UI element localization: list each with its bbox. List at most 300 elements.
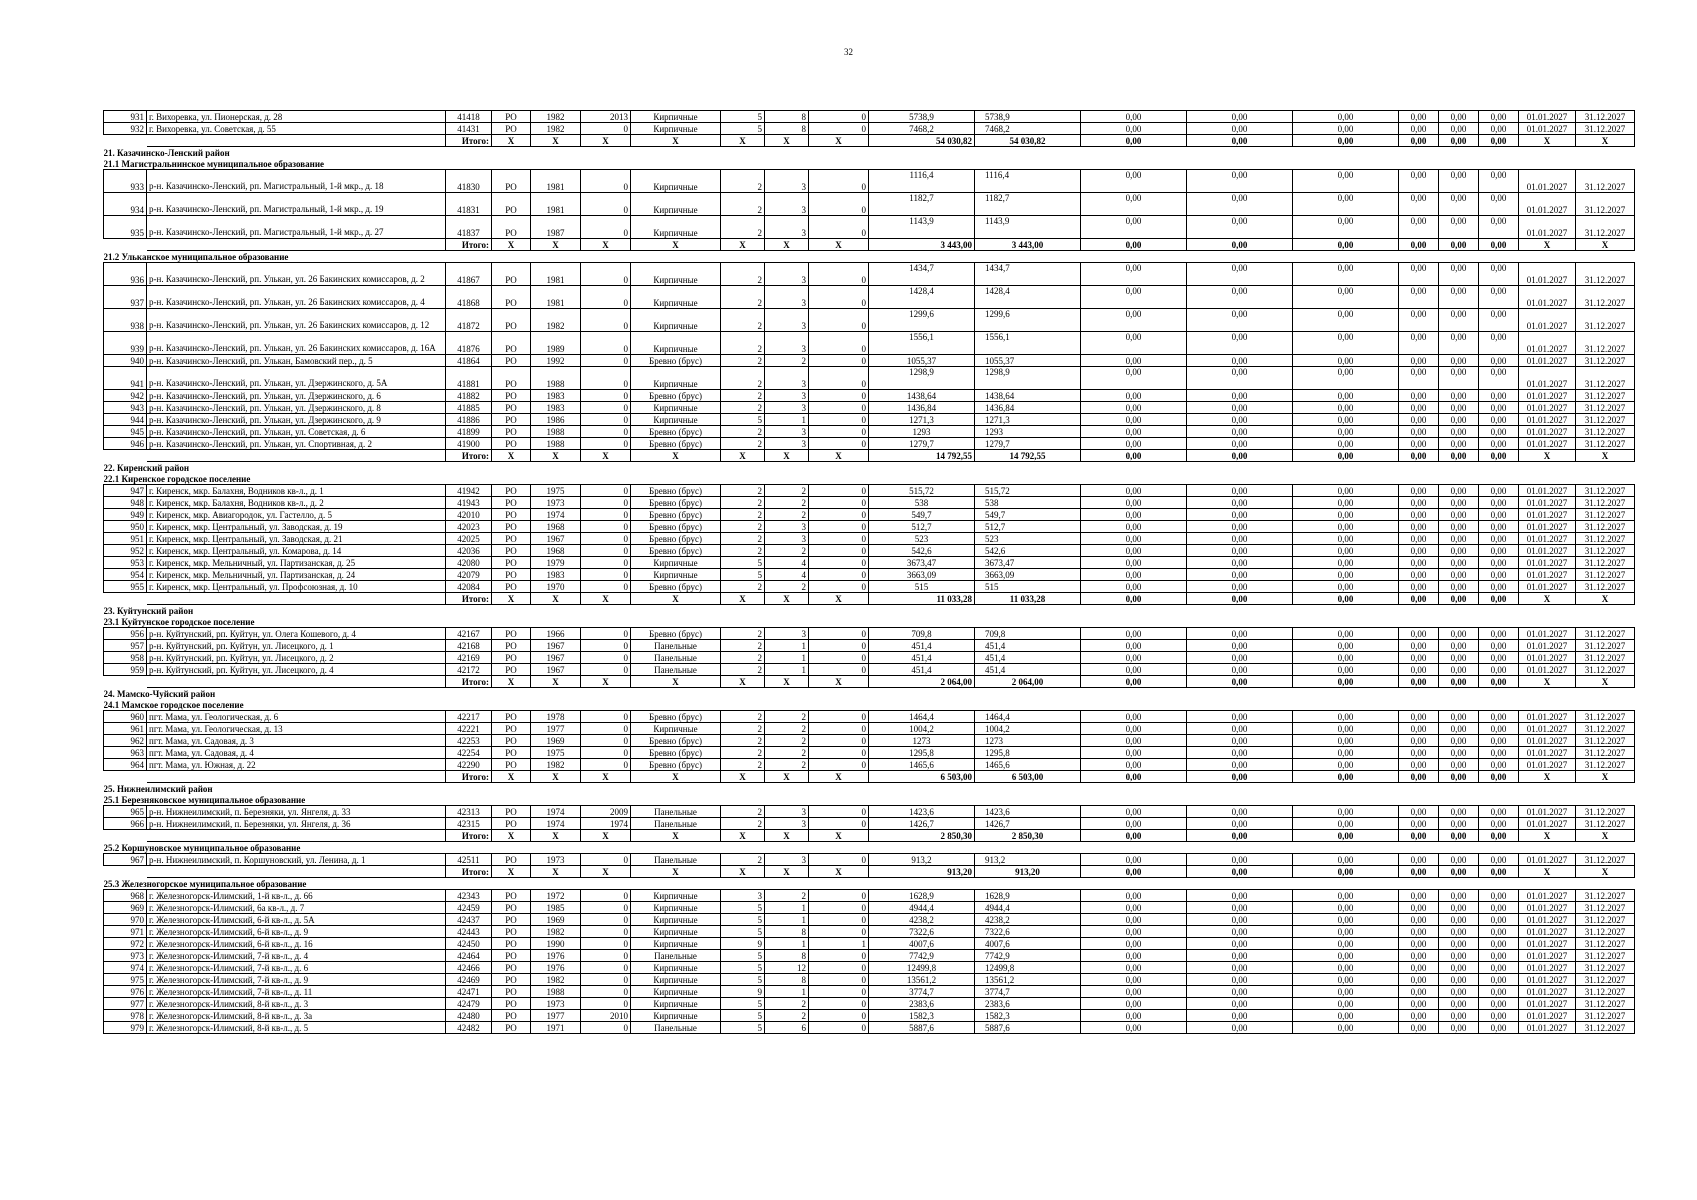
total-x: Х [809,593,869,605]
entrances: 2 [765,545,809,557]
amount-cell: 0,00 [1439,854,1479,866]
area-living: 1434,7 [975,263,1081,286]
table-row [104,914,1635,926]
date-end: 31.12.2027 [1576,950,1635,962]
area-living: 523 [975,533,1081,545]
amount-cell: 0,00 [1293,938,1399,950]
year-repair: 0 [581,497,631,509]
area-living: 4238,2 [975,914,1081,926]
amount-cell: 0,00 [1439,355,1479,367]
amount-cell: 0,00 [1293,426,1399,438]
house-id: 41868 [446,286,492,309]
amount-cell: 0,00 [1399,806,1439,818]
total-x: Х [581,771,631,783]
date-start: 01.01.2027 [1519,711,1576,723]
year-repair: 0 [581,402,631,414]
total-x: Х [531,450,581,462]
date-start: 01.01.2027 [1519,485,1576,497]
amount-cell: 0,00 [1187,309,1293,332]
table-row [104,974,1635,986]
year-built: 1967 [531,640,581,652]
total-x: Х [492,135,531,147]
total-x: Х [765,830,809,842]
amount-cell: 0,00 [1187,652,1293,664]
row-number: 954 [104,569,147,581]
total-x: Х [631,239,721,251]
address-cell: р-н. Казачинско-Ленский, рп. Улькан, ул. Дзержинского, д. 9 [147,414,446,426]
date-end: 31.12.2027 [1576,355,1635,367]
municipality-heading-label: 25.2 Коршуновское муниципальное образование [103,843,301,853]
wall-material: Кирпичные [631,286,721,309]
floors: 2 [721,723,765,735]
area-total: 3774,7 [869,986,975,998]
total-x: Х [1576,676,1635,688]
year-built: 1977 [531,723,581,735]
amount-cell: 0,00 [1293,509,1399,521]
table-row [104,735,1635,747]
area-living: 1295,8 [975,747,1081,759]
entrances: 3 [765,170,809,193]
date-start: 01.01.2027 [1519,926,1576,938]
amount-cell: 0,00 [1081,806,1187,818]
amount-cell: 0,00 [1479,950,1519,962]
amount-cell: 0,00 [1187,485,1293,497]
area-living: 451,4 [975,664,1081,676]
row-number: 933 [104,170,147,193]
amount-cell: 0,00 [1439,170,1479,193]
entrances: 2 [765,711,809,723]
amount-cell: 0,00 [1293,414,1399,426]
total-amount: 0,00 [1187,676,1293,688]
total-row [104,771,1635,783]
area-living: 5887,6 [975,1022,1081,1034]
area-total: 512,7 [869,521,975,533]
count-cell: 0 [809,485,869,497]
ro-cell: РО [492,628,531,640]
area-living: 1143,9 [975,216,1081,239]
amount-cell: 0,00 [1081,521,1187,533]
table-row [104,438,1635,450]
count-cell: 0 [809,438,869,450]
ro-cell: РО [492,414,531,426]
count-cell: 0 [809,509,869,521]
date-start: 01.01.2027 [1519,1010,1576,1022]
total-x: Х [721,676,765,688]
entrances: 2 [765,1010,809,1022]
amount-cell: 0,00 [1293,986,1399,998]
ro-cell: РО [492,735,531,747]
year-repair: 0 [581,485,631,497]
amount-cell: 0,00 [1439,974,1479,986]
amount-cell: 0,00 [1081,332,1187,355]
area-living: 1428,4 [975,286,1081,309]
area-living: 12499,8 [975,962,1081,974]
year-built: 1983 [531,390,581,402]
amount-cell: 0,00 [1399,914,1439,926]
ro-cell: РО [492,123,531,135]
date-end: 31.12.2027 [1576,914,1635,926]
entrances: 2 [765,497,809,509]
count-cell: 0 [809,890,869,902]
date-start: 01.01.2027 [1519,890,1576,902]
wall-material: Кирпичные [631,914,721,926]
total-x: Х [531,866,581,878]
area-living: 549,7 [975,509,1081,521]
amount-cell: 0,00 [1399,123,1439,135]
address-cell: г. Киренск, мкр. Балахня, Водников кв-л., д. 1 [147,485,446,497]
area-total: 7322,6 [869,926,975,938]
area-total: 1628,9 [869,890,975,902]
wall-material: Кирпичные [631,890,721,902]
house-id: 42482 [446,1022,492,1034]
amount-cell: 0,00 [1479,216,1519,239]
total-label: Итого: [446,866,492,878]
amount-cell: 0,00 [1081,723,1187,735]
area-total: 1279,7 [869,438,975,450]
amount-cell: 0,00 [1293,998,1399,1010]
amount-cell: 0,00 [1081,652,1187,664]
wall-material: Бревно (брус) [631,759,721,771]
row-number: 959 [104,664,147,676]
floors: 2 [721,402,765,414]
amount-cell: 0,00 [1081,998,1187,1010]
row-number: 932 [104,123,147,135]
year-built: 1970 [531,581,581,593]
total-blank [104,135,147,147]
amount-cell: 0,00 [1293,854,1399,866]
total-amount: 0,00 [1081,135,1187,147]
date-start: 01.01.2027 [1519,974,1576,986]
house-id: 42254 [446,747,492,759]
year-repair: 0 [581,1022,631,1034]
floors: 2 [721,664,765,676]
amount-cell: 0,00 [1081,938,1187,950]
amount-cell: 0,00 [1439,438,1479,450]
amount-cell: 0,00 [1479,569,1519,581]
amount-cell: 0,00 [1439,286,1479,309]
date-start: 01.01.2027 [1519,664,1576,676]
floors: 2 [721,533,765,545]
year-repair: 0 [581,263,631,286]
date-end: 31.12.2027 [1576,759,1635,771]
amount-cell: 0,00 [1187,914,1293,926]
table-row [104,962,1635,974]
ro-cell: РО [492,723,531,735]
year-repair: 0 [581,926,631,938]
table-row [104,723,1635,735]
ro-cell: РО [492,854,531,866]
entrances: 8 [765,111,809,123]
date-start: 01.01.2027 [1519,497,1576,509]
date-start: 01.01.2027 [1519,723,1576,735]
wall-material: Кирпичные [631,414,721,426]
count-cell: 0 [809,640,869,652]
wall-material: Кирпичные [631,569,721,581]
amount-cell: 0,00 [1399,962,1439,974]
amount-cell: 0,00 [1479,664,1519,676]
amount-cell: 0,00 [1399,332,1439,355]
wall-material: Кирпичные [631,309,721,332]
entrances: 3 [765,309,809,332]
municipality-heading [104,251,1635,263]
wall-material: Кирпичные [631,902,721,914]
date-start: 01.01.2027 [1519,123,1576,135]
amount-cell: 0,00 [1439,426,1479,438]
amount-cell: 0,00 [1187,711,1293,723]
address-cell: пгт. Мама, ул. Садовая, д. 3 [147,735,446,747]
total-x: Х [1576,239,1635,251]
year-repair: 0 [581,332,631,355]
year-built: 1988 [531,426,581,438]
total-amount: 0,00 [1293,239,1399,251]
house-id: 42471 [446,986,492,998]
total-x: Х [492,771,531,783]
amount-cell: 0,00 [1439,557,1479,569]
amount-cell: 0,00 [1399,1010,1439,1022]
total-x: Х [765,135,809,147]
address-cell: г. Железногорск-Илимский, 6-й кв-л., д. 5А [147,914,446,926]
amount-cell: 0,00 [1293,355,1399,367]
amount-cell: 0,00 [1399,998,1439,1010]
floors: 5 [721,974,765,986]
municipality-heading [104,842,1635,854]
address-cell: р-н. Казачинско-Ленский, рп. Магистральный, 1-й мкр., д. 27 [147,216,446,239]
amount-cell: 0,00 [1439,545,1479,557]
amount-cell: 0,00 [1399,557,1439,569]
year-built: 1985 [531,902,581,914]
entrances: 1 [765,414,809,426]
total-x: Х [581,450,631,462]
total-blank [104,239,147,251]
amount-cell: 0,00 [1187,806,1293,818]
area-total: 515 [869,581,975,593]
total-blank [104,593,147,605]
total-amount: 0,00 [1081,866,1187,878]
total-amount: 0,00 [1187,450,1293,462]
address-cell: р-н. Казачинско-Ленский, рп. Улькан, ул. Спортивная, д. 2 [147,438,446,450]
count-cell: 0 [809,735,869,747]
house-id: 41837 [446,216,492,239]
amount-cell: 0,00 [1399,747,1439,759]
date-end: 31.12.2027 [1576,123,1635,135]
row-number: 937 [104,286,147,309]
total-amount: 0,00 [1293,135,1399,147]
floors: 5 [721,962,765,974]
amount-cell: 0,00 [1399,1022,1439,1034]
house-id: 41899 [446,426,492,438]
date-end: 31.12.2027 [1576,962,1635,974]
total-amount: 0,00 [1187,135,1293,147]
date-end: 31.12.2027 [1576,497,1635,509]
entrances: 2 [765,998,809,1010]
year-repair: 0 [581,640,631,652]
amount-cell: 0,00 [1081,986,1187,998]
count-cell: 0 [809,1022,869,1034]
date-end: 31.12.2027 [1576,533,1635,545]
total-x: Х [1519,593,1576,605]
count-cell: 0 [809,497,869,509]
table-row [104,193,1635,216]
table-row [104,759,1635,771]
year-built: 1969 [531,914,581,926]
amount-cell: 0,00 [1081,950,1187,962]
floors: 2 [721,854,765,866]
total-x: Х [765,239,809,251]
total-area: 3 443,00 [869,239,975,251]
total-amount: 0,00 [1479,830,1519,842]
address-cell: г. Киренск, мкр. Центральный, ул. Комарова, д. 14 [147,545,446,557]
area-total: 3673,47 [869,557,975,569]
house-id: 42221 [446,723,492,735]
date-end: 31.12.2027 [1576,1022,1635,1034]
floors: 9 [721,986,765,998]
amount-cell: 0,00 [1081,123,1187,135]
total-x: Х [721,830,765,842]
ro-cell: РО [492,950,531,962]
amount-cell: 0,00 [1479,497,1519,509]
total-amount: 0,00 [1399,830,1439,842]
amount-cell: 0,00 [1479,759,1519,771]
amount-cell: 0,00 [1439,986,1479,998]
ro-cell: РО [492,545,531,557]
amount-cell: 0,00 [1187,998,1293,1010]
amount-cell: 0,00 [1479,509,1519,521]
total-x: Х [492,676,531,688]
municipality-heading [104,473,1635,485]
amount-cell: 0,00 [1479,890,1519,902]
amount-cell: 0,00 [1439,723,1479,735]
table-row [104,123,1635,135]
entrances: 2 [765,735,809,747]
total-amount: 0,00 [1399,866,1439,878]
amount-cell: 0,00 [1293,735,1399,747]
area-total: 4007,6 [869,938,975,950]
wall-material: Кирпичные [631,170,721,193]
amount-cell: 0,00 [1439,402,1479,414]
amount-cell: 0,00 [1479,521,1519,533]
total-label: Итого: [446,135,492,147]
area-living: 1426,7 [975,818,1081,830]
count-cell: 0 [809,998,869,1010]
total-label: Итого: [446,239,492,251]
ro-cell: РО [492,557,531,569]
total-amount: 0,00 [1439,830,1479,842]
area-living: 1423,6 [975,806,1081,818]
amount-cell: 0,00 [1081,747,1187,759]
amount-cell: 0,00 [1187,402,1293,414]
address-cell: г. Железногорск-Илимский, 1-й кв-л., д. 66 [147,890,446,902]
amount-cell: 0,00 [1439,216,1479,239]
amount-cell: 0,00 [1479,545,1519,557]
floors: 2 [721,628,765,640]
count-cell: 0 [809,216,869,239]
total-x: Х [765,450,809,462]
table-row [104,367,1635,390]
amount-cell: 0,00 [1479,806,1519,818]
ro-cell: РО [492,390,531,402]
year-built: 1988 [531,438,581,450]
wall-material: Бревно (брус) [631,533,721,545]
table-row [104,950,1635,962]
total-x: Х [1576,866,1635,878]
table-row [104,509,1635,521]
date-start: 01.01.2027 [1519,759,1576,771]
area-total: 1464,4 [869,711,975,723]
count-cell: 0 [809,263,869,286]
date-end: 31.12.2027 [1576,581,1635,593]
amount-cell: 0,00 [1293,216,1399,239]
amount-cell: 0,00 [1293,818,1399,830]
entrances: 2 [765,723,809,735]
date-end: 31.12.2027 [1576,998,1635,1010]
address-cell: г. Киренск, мкр. Центральный, ул. Заводская, д. 21 [147,533,446,545]
area-living: 3663,09 [975,569,1081,581]
total-x: Х [809,135,869,147]
amount-cell: 0,00 [1399,974,1439,986]
total-living-area: 11 033,28 [975,593,1081,605]
row-number: 956 [104,628,147,640]
year-repair: 0 [581,569,631,581]
year-built: 1967 [531,533,581,545]
house-id: 42168 [446,640,492,652]
year-built: 1990 [531,938,581,950]
row-number: 977 [104,998,147,1010]
entrances: 3 [765,367,809,390]
count-cell: 0 [809,533,869,545]
amount-cell: 0,00 [1399,818,1439,830]
address-cell: р-н. Казачинско-Ленский, рп. Улькан, ул. Советская, д. 6 [147,426,446,438]
ro-cell: РО [492,438,531,450]
floors: 5 [721,414,765,426]
row-number: 946 [104,438,147,450]
amount-cell: 0,00 [1479,332,1519,355]
date-start: 01.01.2027 [1519,426,1576,438]
house-id: 41418 [446,111,492,123]
area-living: 1279,7 [975,438,1081,450]
area-living: 451,4 [975,640,1081,652]
address-cell: г. Киренск, мкр. Балахня, Водников кв-л., д. 2 [147,497,446,509]
year-repair: 2009 [581,806,631,818]
year-built: 1982 [531,123,581,135]
date-start: 01.01.2027 [1519,938,1576,950]
row-number: 973 [104,950,147,962]
date-end: 31.12.2027 [1576,986,1635,998]
amount-cell: 0,00 [1293,402,1399,414]
count-cell: 0 [809,950,869,962]
address-cell: г. Киренск, мкр. Мельничный, ул. Партизанская, д. 24 [147,569,446,581]
amount-cell: 0,00 [1187,216,1293,239]
row-number: 948 [104,497,147,509]
amount-cell: 0,00 [1081,533,1187,545]
amount-cell: 0,00 [1399,355,1439,367]
total-blank [147,450,446,462]
date-start: 01.01.2027 [1519,747,1576,759]
total-x: Х [631,830,721,842]
total-living-area: 3 443,00 [975,239,1081,251]
wall-material: Панельные [631,640,721,652]
total-x: Х [809,676,869,688]
amount-cell: 0,00 [1479,1010,1519,1022]
date-end: 31.12.2027 [1576,390,1635,402]
amount-cell: 0,00 [1187,123,1293,135]
date-end: 31.12.2027 [1576,938,1635,950]
amount-cell: 0,00 [1081,890,1187,902]
date-start: 01.01.2027 [1519,569,1576,581]
table-row [104,890,1635,902]
amount-cell: 0,00 [1293,569,1399,581]
table-row [104,390,1635,402]
area-total: 451,4 [869,664,975,676]
